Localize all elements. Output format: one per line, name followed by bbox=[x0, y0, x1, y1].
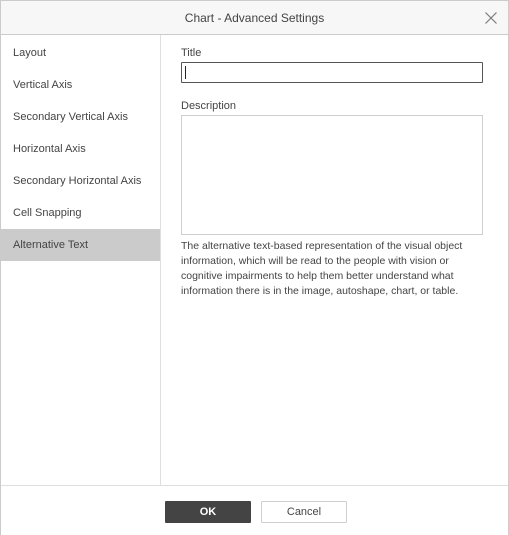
description-label: Description bbox=[181, 100, 237, 112]
sidebar-item-cell-snapping[interactable]: Cell Snapping bbox=[13, 207, 82, 219]
sidebar-item-secondary-horizontal-axis[interactable]: Secondary Horizontal Axis bbox=[13, 175, 142, 187]
sidebar-item-secondary-vertical-axis[interactable]: Secondary Vertical Axis bbox=[13, 111, 128, 123]
text-caret bbox=[185, 66, 186, 79]
title-label: Title bbox=[181, 47, 202, 59]
alt-text-help: The alternative text-based representation of the visual object information, which will be read to the people with vision or cognitive impairments to help them better understand what information there is in the image, autoshape, chart, or table. bbox=[181, 240, 463, 297]
sidebar-item-vertical-axis[interactable]: Vertical Axis bbox=[13, 79, 73, 91]
description-textarea[interactable] bbox=[181, 115, 483, 235]
dialog-footer bbox=[1, 485, 508, 535]
sidebar-item-alternative-text[interactable]: Alternative Text bbox=[1, 229, 160, 261]
alt-text-panel bbox=[161, 35, 508, 485]
close-icon bbox=[483, 10, 499, 26]
ok-button[interactable]: OK bbox=[165, 501, 251, 523]
sidebar-item-horizontal-axis[interactable]: Horizontal Axis bbox=[13, 143, 86, 155]
sidebar-item-layout[interactable]: Layout bbox=[13, 47, 47, 59]
cancel-button[interactable]: Cancel bbox=[261, 501, 347, 523]
settings-sidebar bbox=[1, 35, 161, 485]
title-input[interactable] bbox=[181, 62, 483, 83]
dialog-title: Chart - Advanced Settings bbox=[184, 11, 325, 25]
dialog-header bbox=[1, 1, 508, 35]
close-button[interactable] bbox=[483, 10, 499, 26]
